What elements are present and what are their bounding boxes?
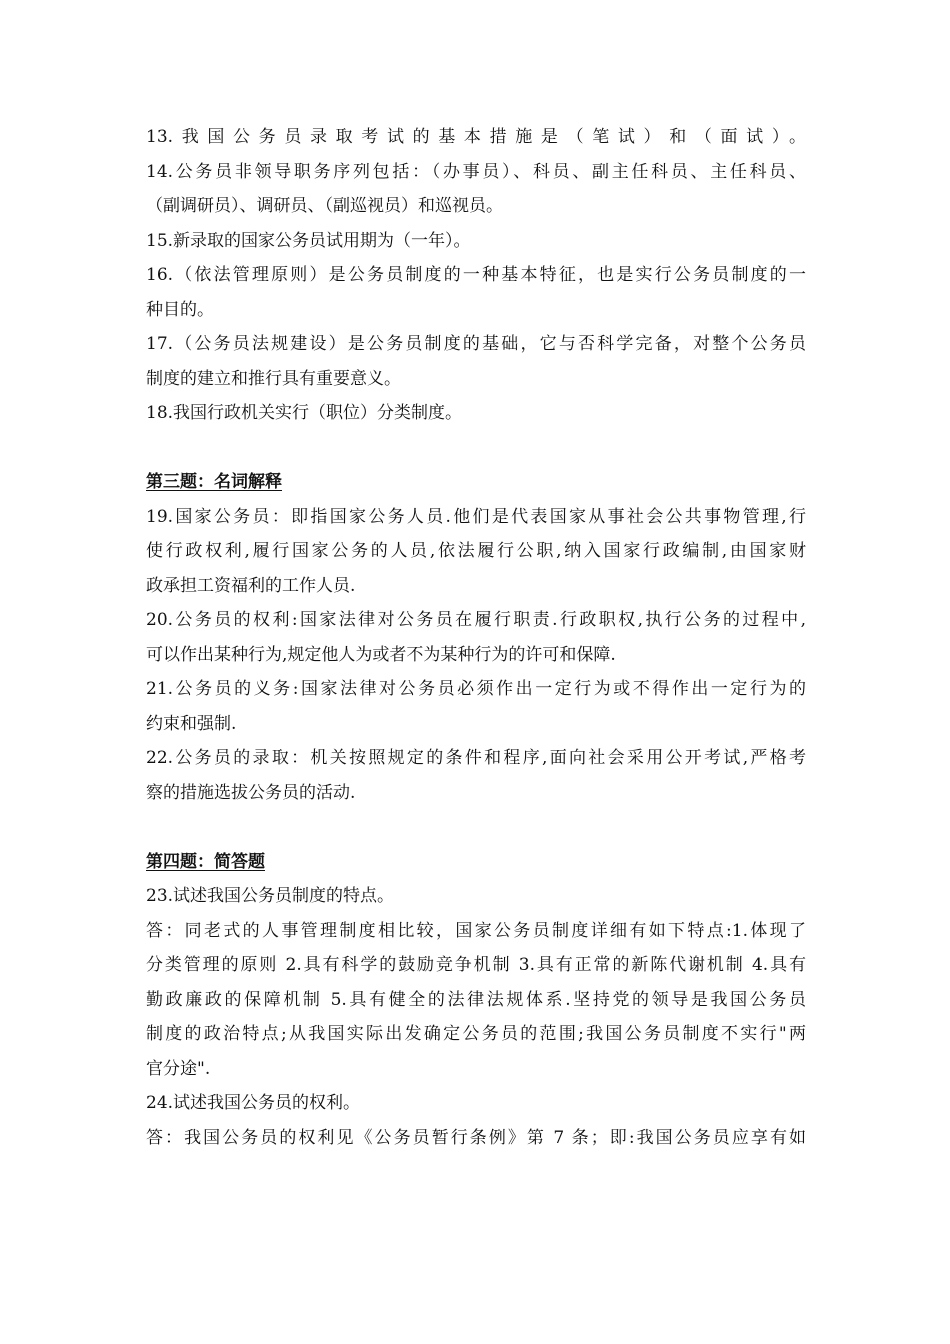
paragraph-line: 19.国家公务员：即指国家公务人员.他们是代表国家从事社会公共事物管理,行	[146, 506, 806, 527]
paragraph-line: 23.试述我国公务员制度的特点。	[146, 886, 395, 906]
paragraph-line: 答：同老式的人事管理制度相比较，国家公务员制度详细有如下特点:1.体现了	[146, 920, 806, 941]
paragraph-line: 22.公务员的录取：机关按照规定的条件和程序,面向社会采用公开考试,严格考	[146, 748, 806, 768]
paragraph-line: 17.（公务员法规建设）是公务员制度的基础，它与否科学完备，对整个公务员	[146, 334, 806, 354]
paragraph-line: 15.新录取的国家公务员试用期为（一年）。	[146, 230, 471, 251]
paragraph-line: 察的措施选拔公务员的活动.	[146, 782, 356, 803]
blank-line	[146, 810, 806, 845]
document-body	[146, 120, 806, 1155]
section-heading-short-answer: 第四题：简答题	[146, 851, 265, 872]
paragraph-line: 20.公务员的权利:国家法律对公务员在履行职责.行政职权,执行公务的过程中,	[146, 610, 806, 630]
paragraph-line: 分类管理的原则 2.具有科学的鼓励竞争机制 3.具有正常的新陈代谢机制 4.具有	[146, 955, 806, 975]
paragraph-line: 24.试述我国公务员的权利。	[146, 1093, 361, 1113]
paragraph-line: 使行政权利,履行国家公务的人员,依法履行公职,纳入国家行政编制,由国家财	[146, 541, 806, 561]
blank-line	[146, 431, 806, 466]
paragraph-line: 制度的建立和推行具有重要意义。	[146, 368, 401, 389]
paragraph-line: 约束和强制.	[146, 713, 237, 734]
paragraph-line: 13.我国公务员录取考试的基本措施是（笔试）和（面试）。	[146, 127, 806, 147]
paragraph-line: 可以作出某种行为,规定他人为或者不为某种行为的许可和保障.	[146, 644, 616, 665]
paragraph-line: 政承担工资福利的工作人员.	[146, 575, 356, 596]
paragraph-line: 16.（依法管理原则）是公务员制度的一种基本特征，也是实行公务员制度的一	[146, 265, 806, 285]
section-heading-definitions: 第三题：名词解释	[146, 472, 282, 492]
paragraph-line: 21.公务员的义务:国家法律对公务员必须作出一定行为或不得作出一定行为的	[146, 679, 806, 699]
paragraph-line: 勤政廉政的保障机制 5.具有健全的法律法规体系.坚持党的领导是我国公务员	[146, 989, 806, 1010]
paragraph-line: 官分途".	[146, 1058, 211, 1079]
paragraph-line: 制度的政治特点;从我国实际出发确定公务员的范围;我国公务员制度不实行"两	[146, 1024, 806, 1044]
paragraph-line: 答：我国公务员的权利见《公务员暂行条例》第 7 条；即:我国公务员应享有如	[146, 1127, 806, 1148]
paragraph-line: 14.公务员非领导职务序列包括：（办事员）、科员、副主任科员、主任科员、	[146, 161, 806, 182]
paragraph-line: （副调研员）、调研员、（副巡视员）和巡视员。	[146, 196, 503, 216]
paragraph-line: 种目的。	[146, 299, 214, 320]
paragraph-line: 18.我国行政机关实行（职位）分类制度。	[146, 403, 463, 423]
